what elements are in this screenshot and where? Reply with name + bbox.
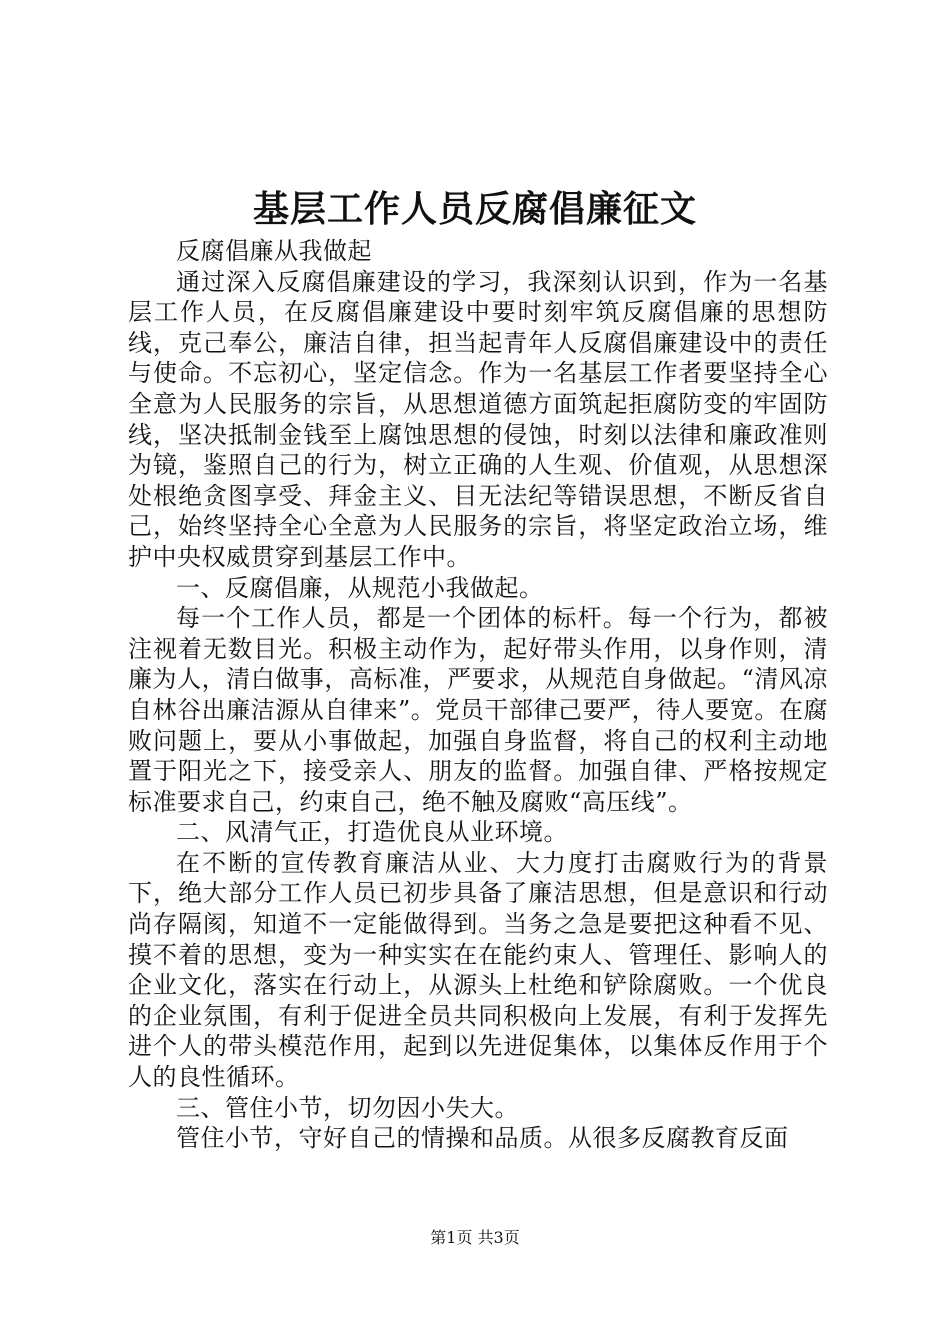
document-title: 基层工作人员反腐倡廉征文 bbox=[252, 188, 697, 230]
page-footer: 第1页 共3页 bbox=[430, 1228, 520, 1247]
section-2-paragraph: 在不断的宣传教育廉洁从业、大力度打击腐败行为的背景下，绝大部分工作人员已初步具备了廉洁思想，但是意识和行动尚存隔阂，知道不一定能做得到。当务之急是要把这种看不见、摸不着的思想，变为一种实实在在能约束人、管理任、影响人的企业文化，落实在行动上，从源头上杜绝和铲除腐败。一个优良的企业氛围，有利于促进全员共同积极向上发展，有利于发挥先进个人的带头模范作用，起到以先进促集体，以集体反作用于个人的良性循环。 bbox=[128, 848, 828, 1092]
section-1-paragraph: 每一个工作人员，都是一个团体的标杆。每一个行为，都被注视着无数目光。积极主动作为，起好带头作用，以身作则，清廉为人，清白做事，高标准，严要求，从规范自身做起。“清风凉自林谷出廉洁源从自律来”。党员干部律己要严，待人要宽。在腐败问题上，要从小事做起，加强自身监督，将自己的权利主动地置于阳光之下，接受亲人、朋友的监督。加强自律、严格按规定标准要求自己，约束自己，绝不触及腐败“高压线”。 bbox=[128, 604, 828, 816]
section-heading-2: 二、风清气正，打造优良从业环境。 bbox=[176, 818, 568, 847]
section-3-paragraph: 管住小节，守好自己的情操和品质。从很多反腐教育反面 bbox=[176, 1124, 789, 1153]
section-heading-3: 三、管住小节，切勿因小失大。 bbox=[176, 1093, 519, 1122]
section-heading-1: 一、反腐倡廉，从规范小我做起。 bbox=[176, 573, 544, 602]
document-body bbox=[128, 236, 828, 1154]
subtitle-paragraph: 反腐倡廉从我做起 bbox=[176, 237, 372, 265]
intro-paragraph: 通过深入反腐倡廉建设的学习，我深刻认识到，作为一名基层工作人员，在反腐倡廉建设中要时刻牢筑反腐倡廉的思想防线，克己奉公，廉洁自律，担当起青年人反腐倡廉建设中的责任与使命。不忘初心，坚定信念。作为一名基层工作者要坚持全心全意为人民服务的宗旨，从思想道德方面筑起拒腐防变的牢固防线，坚决抵制金钱至上腐蚀思想的侵蚀，时刻以法律和廉政准则为镜，鉴照自己的行为，树立正确的人生观、价值观，从思想深处根绝贪图享受、拜金主义、目无法纪等错误思想，不断反省自己，始终坚持全心全意为人民服务的宗旨，将坚定政治立场，维护中央权威贯穿到基层工作中。 bbox=[128, 267, 828, 571]
